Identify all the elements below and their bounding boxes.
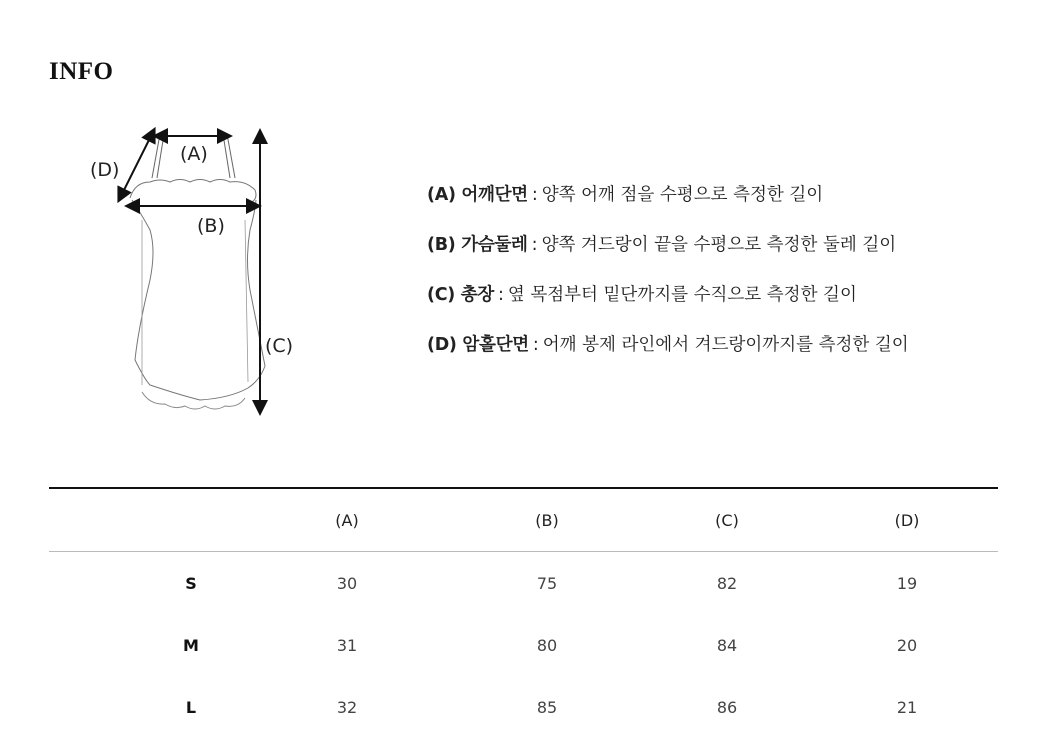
value-a: 32 [336,697,358,717]
header-d: (D) [894,510,920,530]
header-b: (B) [535,510,559,530]
label-c: (C) [265,335,294,357]
table-row [49,614,998,676]
description-a: (A) 어깨단면 : 양쪽 어깨 점을 수평으로 측정한 길이 [427,185,824,205]
value-d: 21 [896,697,918,717]
measurement-descriptions [427,178,909,378]
header-a: (A) [335,510,359,530]
description-b: (B) 가슴둘레 : 양쪽 겨드랑이 끝을 수평으로 측정한 둘레 길이 [427,235,897,255]
value-b: 80 [536,635,558,655]
strap-left [152,134,164,178]
value-c: 82 [716,573,738,593]
label-b: (B) [197,215,225,237]
value-d: 19 [896,573,918,593]
size-label: M [183,635,199,655]
description-d: (D) 암홀단면 : 어깨 봉제 라인에서 겨드랑이까지를 측정한 길이 [427,335,909,355]
table-row [49,552,998,614]
value-d: 20 [896,635,918,655]
description-c: (C) 총장 : 옆 목점부터 밑단까지를 수직으로 측정한 길이 [427,285,857,305]
value-b: 85 [536,697,558,717]
garment-diagram [80,120,310,420]
label-d: (D) [90,159,120,181]
size-table [49,487,998,738]
value-c: 86 [716,697,738,717]
size-label: S [185,573,197,593]
ruffle-hem [142,392,245,409]
value-c: 84 [716,635,738,655]
header-c: (C) [715,510,739,530]
page-title: INFO [49,58,114,85]
table-row [49,676,998,738]
strap-right [223,134,235,178]
value-a: 31 [336,635,358,655]
label-a: (A) [180,143,208,165]
size-label: L [185,697,197,717]
value-a: 30 [336,573,358,593]
ruffle-top [130,180,256,203]
table-header-row [49,489,998,552]
value-b: 75 [536,573,558,593]
